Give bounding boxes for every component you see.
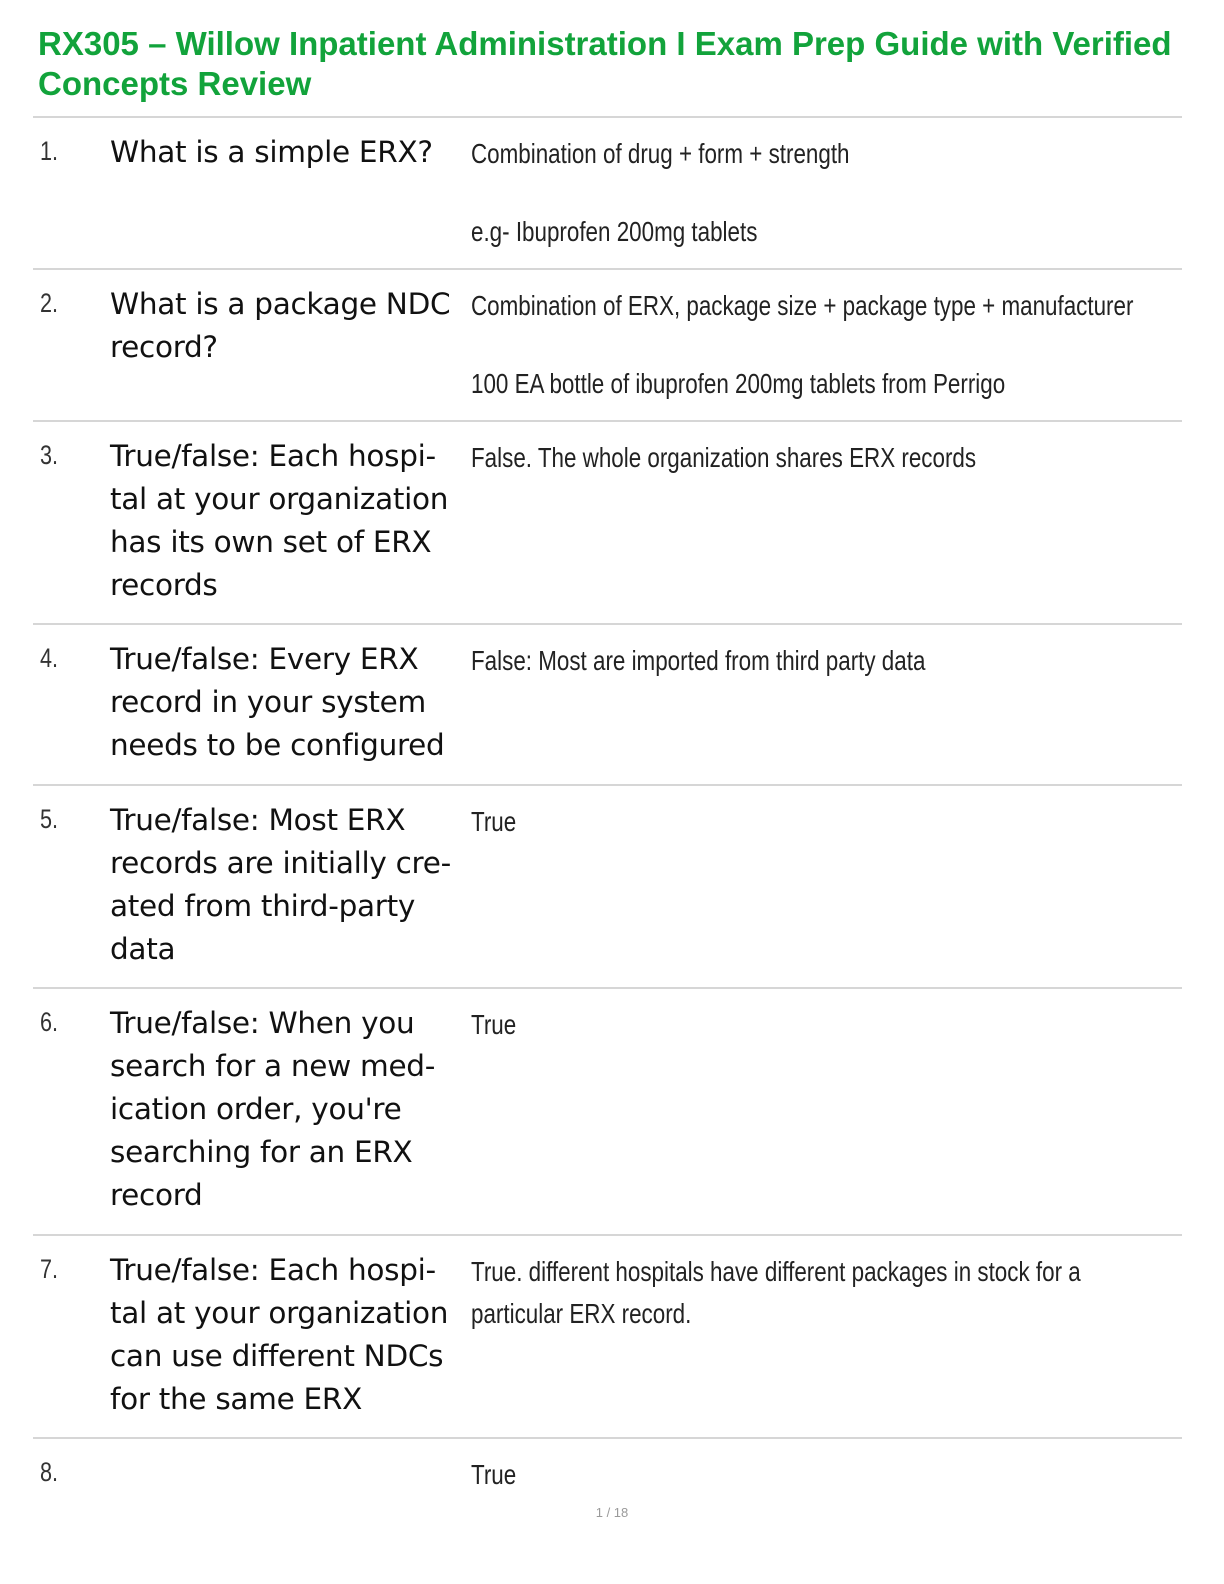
answer-line: Combination of drug + form + strength [471, 138, 850, 169]
item-number: 3. [40, 440, 59, 470]
answer-text: True [471, 806, 517, 837]
answer-text: True [471, 1459, 517, 1490]
item-number: 6. [40, 1007, 59, 1037]
qa-row-5 [33, 786, 1182, 989]
answer-example: 100 EA bottle of ibuprofen 200mg tablets from Perrigo [471, 368, 1006, 399]
qa-list [33, 118, 1182, 1519]
page-number: 1 / 18 [595, 1505, 629, 1520]
item-number: 1. [40, 136, 59, 166]
answer-text: False: Most are imported from third party data [471, 645, 926, 676]
qa-row-2 [33, 270, 1182, 422]
item-number: 4. [40, 643, 59, 673]
question-text: What is a package NDC record? [110, 287, 451, 364]
question-text: What is a simple ERX? [110, 135, 433, 169]
answer-text: False. The whole organization shares ERX records [471, 442, 977, 473]
answer-example: e.g- Ibuprofen 200mg tablets [471, 216, 758, 247]
answer-text [471, 133, 1167, 253]
qa-row-4 [33, 625, 1182, 786]
question-text: True/false: When you search for a new med- ication order, you're searching for an ERX record [110, 1006, 436, 1212]
answer-text [471, 285, 1167, 405]
qa-row-1 [33, 118, 1182, 270]
qa-row-3 [33, 422, 1182, 625]
question-text: True/false: Every ERX record in your system needs to be configured [110, 642, 445, 762]
answer-line: Combination of ERX, package size + package type + manufacturer [471, 290, 1134, 321]
answer-text: True. different hospitals have different packages in stock for a particular ERX record. [471, 1256, 1081, 1329]
document-title: RX305 – Willow Inpatient Administration I Exam Prep Guide with Verified Concepts Review [38, 25, 1172, 102]
item-number: 2. [40, 288, 59, 318]
qa-row-6 [33, 989, 1182, 1236]
question-text: True/false: Each hospi- tal at your organization can use different NDCs for the same ERX [110, 1253, 449, 1416]
item-number: 5. [40, 804, 59, 834]
item-number: 7. [40, 1254, 59, 1284]
question-text: True/false: Most ERX records are initially cre- ated from third-party data [110, 803, 451, 966]
answer-text: True [471, 1009, 517, 1040]
item-number: 8. [40, 1457, 59, 1487]
question-text: True/false: Each hospi- tal at your organization has its own set of ERX records [110, 439, 449, 602]
qa-row-7 [33, 1236, 1182, 1439]
